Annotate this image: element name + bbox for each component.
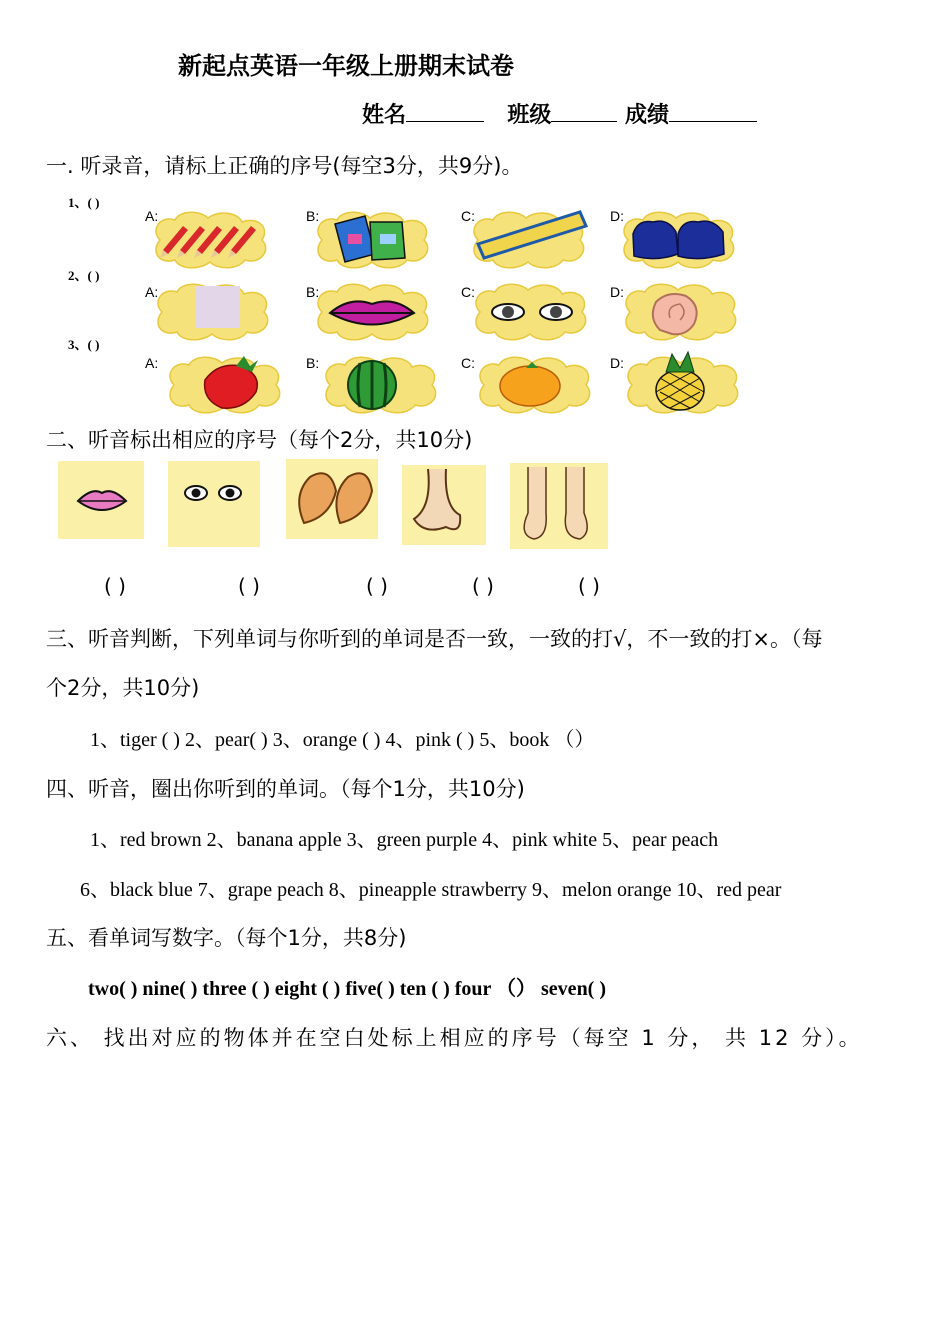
sec2-answer-4[interactable]: ( ) [472, 574, 494, 598]
sec2-feet-picture [510, 463, 608, 549]
sec2-answer-2[interactable]: ( ) [238, 574, 260, 598]
q2-option-b: B: [306, 284, 320, 300]
section-2-heading: 二、听音标出相应的序号（每个2分，共10分) [46, 428, 473, 452]
section-4-heading: 四、听音，圈出你听到的单词。（每个1分，共10分) [46, 777, 525, 801]
strawberry-picture [170, 356, 280, 413]
section-6-heading: 六、 找出对应的物体并在空白处标上相应的序号（每空 1 分， 共 12 分）。 [46, 1026, 863, 1050]
pineapple-picture [628, 352, 738, 413]
q3-label: 3、( ) [68, 337, 100, 352]
bags-picture [624, 212, 734, 268]
mouth-picture [318, 284, 428, 340]
q1-option-c: C: [461, 208, 475, 224]
name-label: 姓名 [362, 103, 407, 128]
sec2-eyes-picture [168, 461, 260, 547]
q1-option-d: D: [610, 208, 624, 224]
page-title: 新起点英语一年级上册期末试卷 [178, 52, 514, 80]
nose-picture [158, 284, 268, 340]
q2-option-c: C: [461, 284, 475, 300]
section-3-words: 1、tiger ( ) 2、pear( ) 3、orange ( ) 4、pink ( ) 5、book （） [90, 729, 595, 751]
section-2-pictures [0, 455, 950, 555]
ear-picture [626, 284, 736, 340]
section-3-heading-line-2: 个2分，共10分) [46, 676, 200, 700]
section-1-heading: 一. 听录音，请标上正确的序号(每空3分，共9分)。 [46, 154, 523, 178]
sec2-answer-5[interactable]: ( ) [578, 574, 600, 598]
section-4-words-line-1: 1、red brown 2、banana apple 3、green purple 4、pink white 5、pear peach [90, 829, 719, 851]
q1-option-b: B: [306, 208, 320, 224]
erasers-picture [318, 212, 428, 268]
section-5-words: two( ) nine( ) three ( ) eight ( ) five( ) ten ( ) four （） seven( ) [88, 978, 607, 1000]
q2-option-a: A: [145, 284, 159, 300]
sec2-answer-1[interactable]: ( ) [104, 574, 126, 598]
section-4-words-line-2: 6、black blue 7、grape peach 8、pineapple strawberry 9、melon orange 10、red pear [80, 879, 782, 901]
q2-label: 2、( ) [68, 268, 100, 283]
q3-option-d: D: [610, 355, 624, 371]
sec2-mouth-picture [58, 461, 144, 539]
pencils-picture [156, 212, 266, 268]
q3-option-a: A: [145, 355, 159, 371]
watermelon-picture [326, 357, 436, 413]
q1-option-a: A: [145, 208, 159, 224]
sec2-nose-picture [402, 465, 486, 545]
sec2-answer-3[interactable]: ( ) [366, 574, 388, 598]
eyes-picture [476, 284, 586, 340]
score-label: 成绩 [625, 103, 670, 128]
q3-option-c: C: [461, 355, 475, 371]
section-5-heading: 五、看单词写数字。（每个1分，共8分) [46, 926, 407, 950]
sec2-ears-picture [286, 459, 378, 539]
section-3-heading-line-1: 三、听音判断，下列单词与你听到的单词是否一致，一致的打√，不一致的打×。（每 [46, 627, 823, 651]
ruler-picture [474, 212, 586, 268]
section-1-pictures [0, 0, 950, 420]
orange-picture [480, 357, 590, 413]
q3-option-b: B: [306, 355, 320, 371]
q1-label: 1、( ) [68, 195, 100, 210]
class-label: 班级 [507, 103, 552, 128]
q2-option-d: D: [610, 284, 624, 300]
